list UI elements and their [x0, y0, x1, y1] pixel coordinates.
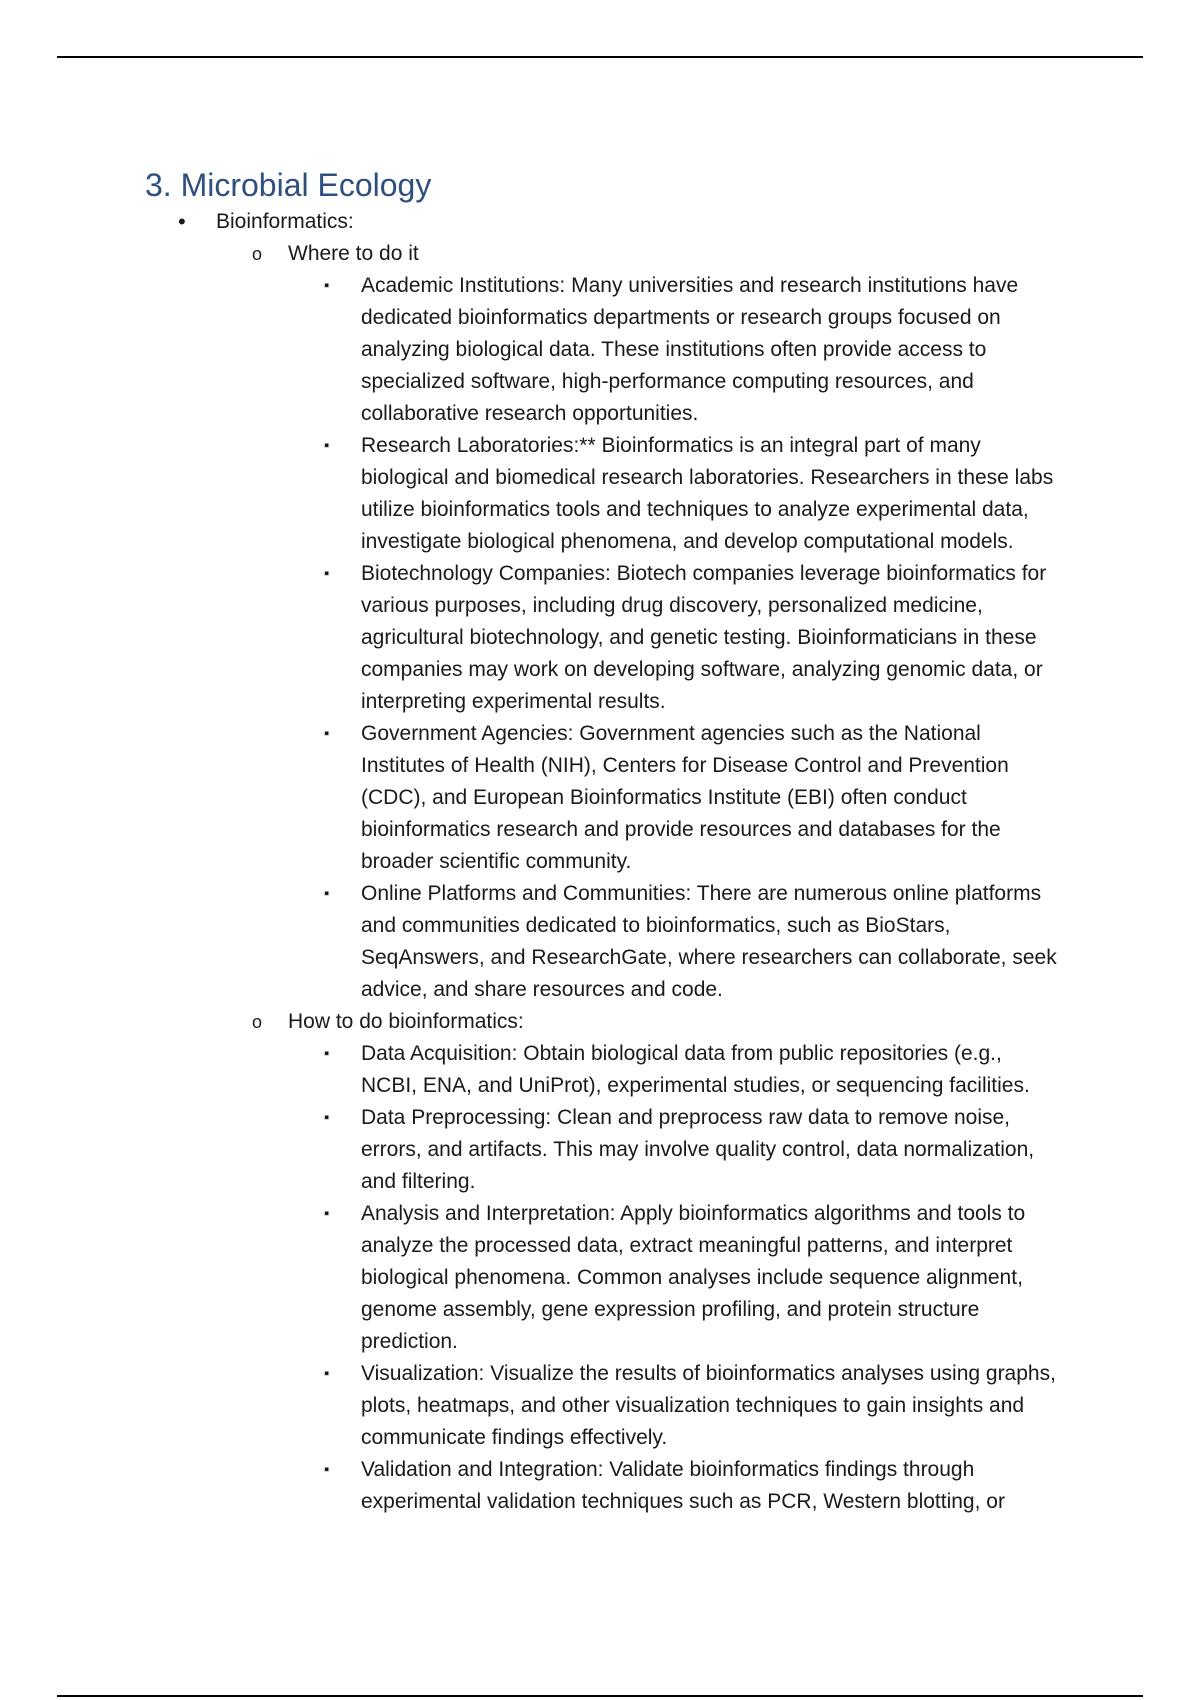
sublist-item-where [0, 238, 1200, 270]
footer-rule [57, 1695, 1143, 1697]
sublist-item-text: How to do bioinformatics: [288, 1010, 524, 1033]
bullet-square-icon: ▪ [324, 277, 330, 294]
list-item [0, 878, 1061, 1006]
list-item [0, 1358, 1061, 1454]
list-item-text: Government Agencies: Government agencies such as the National Institutes of Health (NIH), Centers for Disease Control and Prevention (CDC), and European Bioinformatics Institute (EBI) often conduct bioinformatics research and provide resources and databases for the broader scientific community. [361, 722, 1009, 873]
sublist-item-how [0, 1006, 1200, 1038]
bullet-square-icon: ▪ [324, 565, 330, 582]
bullet-square-icon: ▪ [324, 725, 330, 742]
bullet-circle-icon: o [252, 244, 263, 264]
bullet-square-icon: ▪ [324, 437, 330, 454]
list-item-text: Academic Institutions: Many universities and research institutions have dedicated bioinformatics departments or research groups focused on analyzing biological data. These institutions often provide access to specialized software, high-performance computing resources, and collaborative research opportunities. [361, 274, 1019, 425]
bullet-circle-icon: o [252, 1012, 263, 1032]
page-title: 3. Microbial Ecology [145, 167, 432, 203]
list-item-text: Research Laboratories:** Bioinformatics is an integral part of many biological and biomedical research laboratories. Researchers in these labs utilize bioinformatics tools and techniques to analyze experimental data, investigate biological phenomena, and develop computational models. [361, 434, 1054, 553]
header-rule [57, 56, 1143, 58]
list-item [0, 1038, 1061, 1102]
bullet-square-icon: ▪ [324, 1045, 330, 1062]
sublist-item-text: Where to do it [288, 242, 419, 265]
list-item-text: Bioinformatics: [216, 210, 354, 233]
list-item [0, 1454, 1061, 1518]
list-item [0, 1198, 1061, 1358]
list-item [0, 430, 1061, 558]
bullet-square-icon: ▪ [324, 885, 330, 902]
list-item-text: Biotechnology Companies: Biotech companies leverage bioinformatics for various purposes, including drug discovery, personalized medicine, agricultural biotechnology, and genetic testing. Bioinformaticians in these companies may work on developing software, analyzing genomic data, or interpreting experimental results. [361, 562, 1047, 713]
list-item-text: Validation and Integration: Validate bioinformatics findings through experimental validation techniques such as PCR, Western blotting, or [361, 1458, 1005, 1513]
list-item [0, 558, 1061, 718]
list-item-text: Analysis and Interpretation: Apply bioinformatics algorithms and tools to analyze the processed data, extract meaningful patterns, and interpret biological phenomena. Common analyses include sequence alignment, genome assembly, gene expression profiling, and protein structure prediction. [361, 1202, 1026, 1353]
bullet-square-icon: ▪ [324, 1365, 330, 1382]
list-item-text: Data Preprocessing: Clean and preprocess raw data to remove noise, errors, and artifacts. This may involve quality control, data normalization, and filtering. [361, 1106, 1035, 1193]
list-item-text: Visualization: Visualize the results of bioinformatics analyses using graphs, plots, heatmaps, and other visualization techniques to gain insights and communicate findings effectively. [361, 1362, 1056, 1449]
list-item [0, 718, 1061, 878]
list-item [0, 270, 1061, 430]
document-body [0, 206, 1200, 1518]
list-item-text: Data Acquisition: Obtain biological data from public repositories (e.g., NCBI, ENA, and UniProt), experimental studies, or sequencing facilities. [361, 1042, 1030, 1097]
bullet-disc-icon: • [178, 209, 186, 234]
bullet-square-icon: ▪ [324, 1461, 330, 1478]
list-item-bioinformatics [0, 206, 1200, 238]
list-item-text: Online Platforms and Communities: There are numerous online platforms and communities dedicated to bioinformatics, such as BioStars, SeqAnswers, and ResearchGate, where researchers can collaborate, seek advice, and share resources and code. [361, 882, 1057, 1001]
bullet-square-icon: ▪ [324, 1205, 330, 1222]
bullet-square-icon: ▪ [324, 1109, 330, 1126]
list-item [0, 1102, 1061, 1198]
